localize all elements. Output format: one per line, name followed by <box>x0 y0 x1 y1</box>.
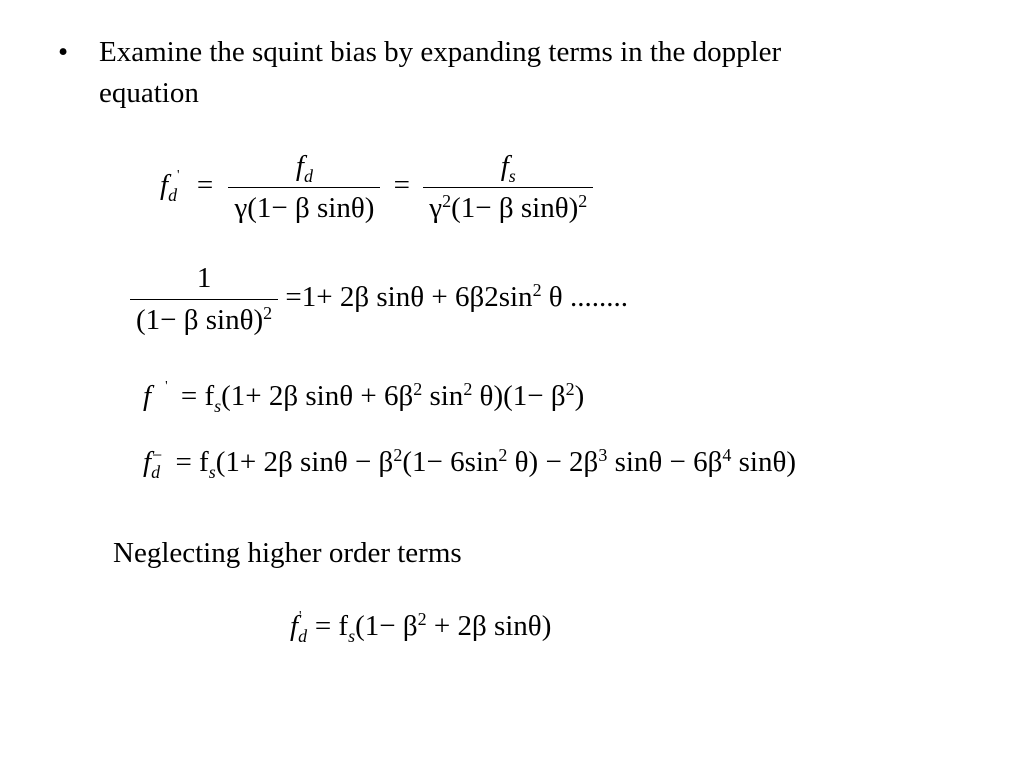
note-text: Neglecting higher order terms <box>113 537 462 569</box>
bullet-text-line2: equation <box>99 77 199 109</box>
equation-series-expansion: $\frac{1}{(1- \beta \sin\theta)^2}$ =1+ 2β $\sin\theta + 6\beta 2\sin^2$ θ ........ <box>130 262 628 337</box>
fraction-1: $\frac{f_d}{\text{γ(1− β sinθ)}}$ <box>228 150 380 225</box>
equation-f-prime-product: f $' = f_s(1+ 2\beta$ $\sin\theta + 6\beta^2$ $\sin^2 \theta)(1- \beta^2)$ <box>143 378 585 416</box>
fraction-2: $\frac{f_s}{\gamma^2(1- \beta \sin\theta)^2}$ <box>423 150 593 225</box>
bullet-marker: • <box>58 36 69 68</box>
equation-doppler-fraction: $f_d'$ = $\frac{f_d}{\text{γ(1− β sinθ)}}$ = $\frac{f_s}{\gamma^2(1- \beta \sin\theta)^2}$ <box>160 150 593 225</box>
fraction-3: $\frac{1}{(1- \beta \sin\theta)^2}$ <box>130 262 278 337</box>
equation-fd-expanded: $f_d^- = f_s(1+ 2\beta$ $\sin\theta - \beta^2(1- 6\sin^2$ $\theta) - 2\beta^3$ $\sin\theta - 6\beta^4$ sinθ) <box>143 445 797 482</box>
equation-final-approximation: $f_d' = f_s(1- \beta^2 + 2\beta$ sinθ) <box>290 608 552 646</box>
bullet-text-line1: Examine the squint bias by expanding terms in the doppler <box>99 36 782 68</box>
